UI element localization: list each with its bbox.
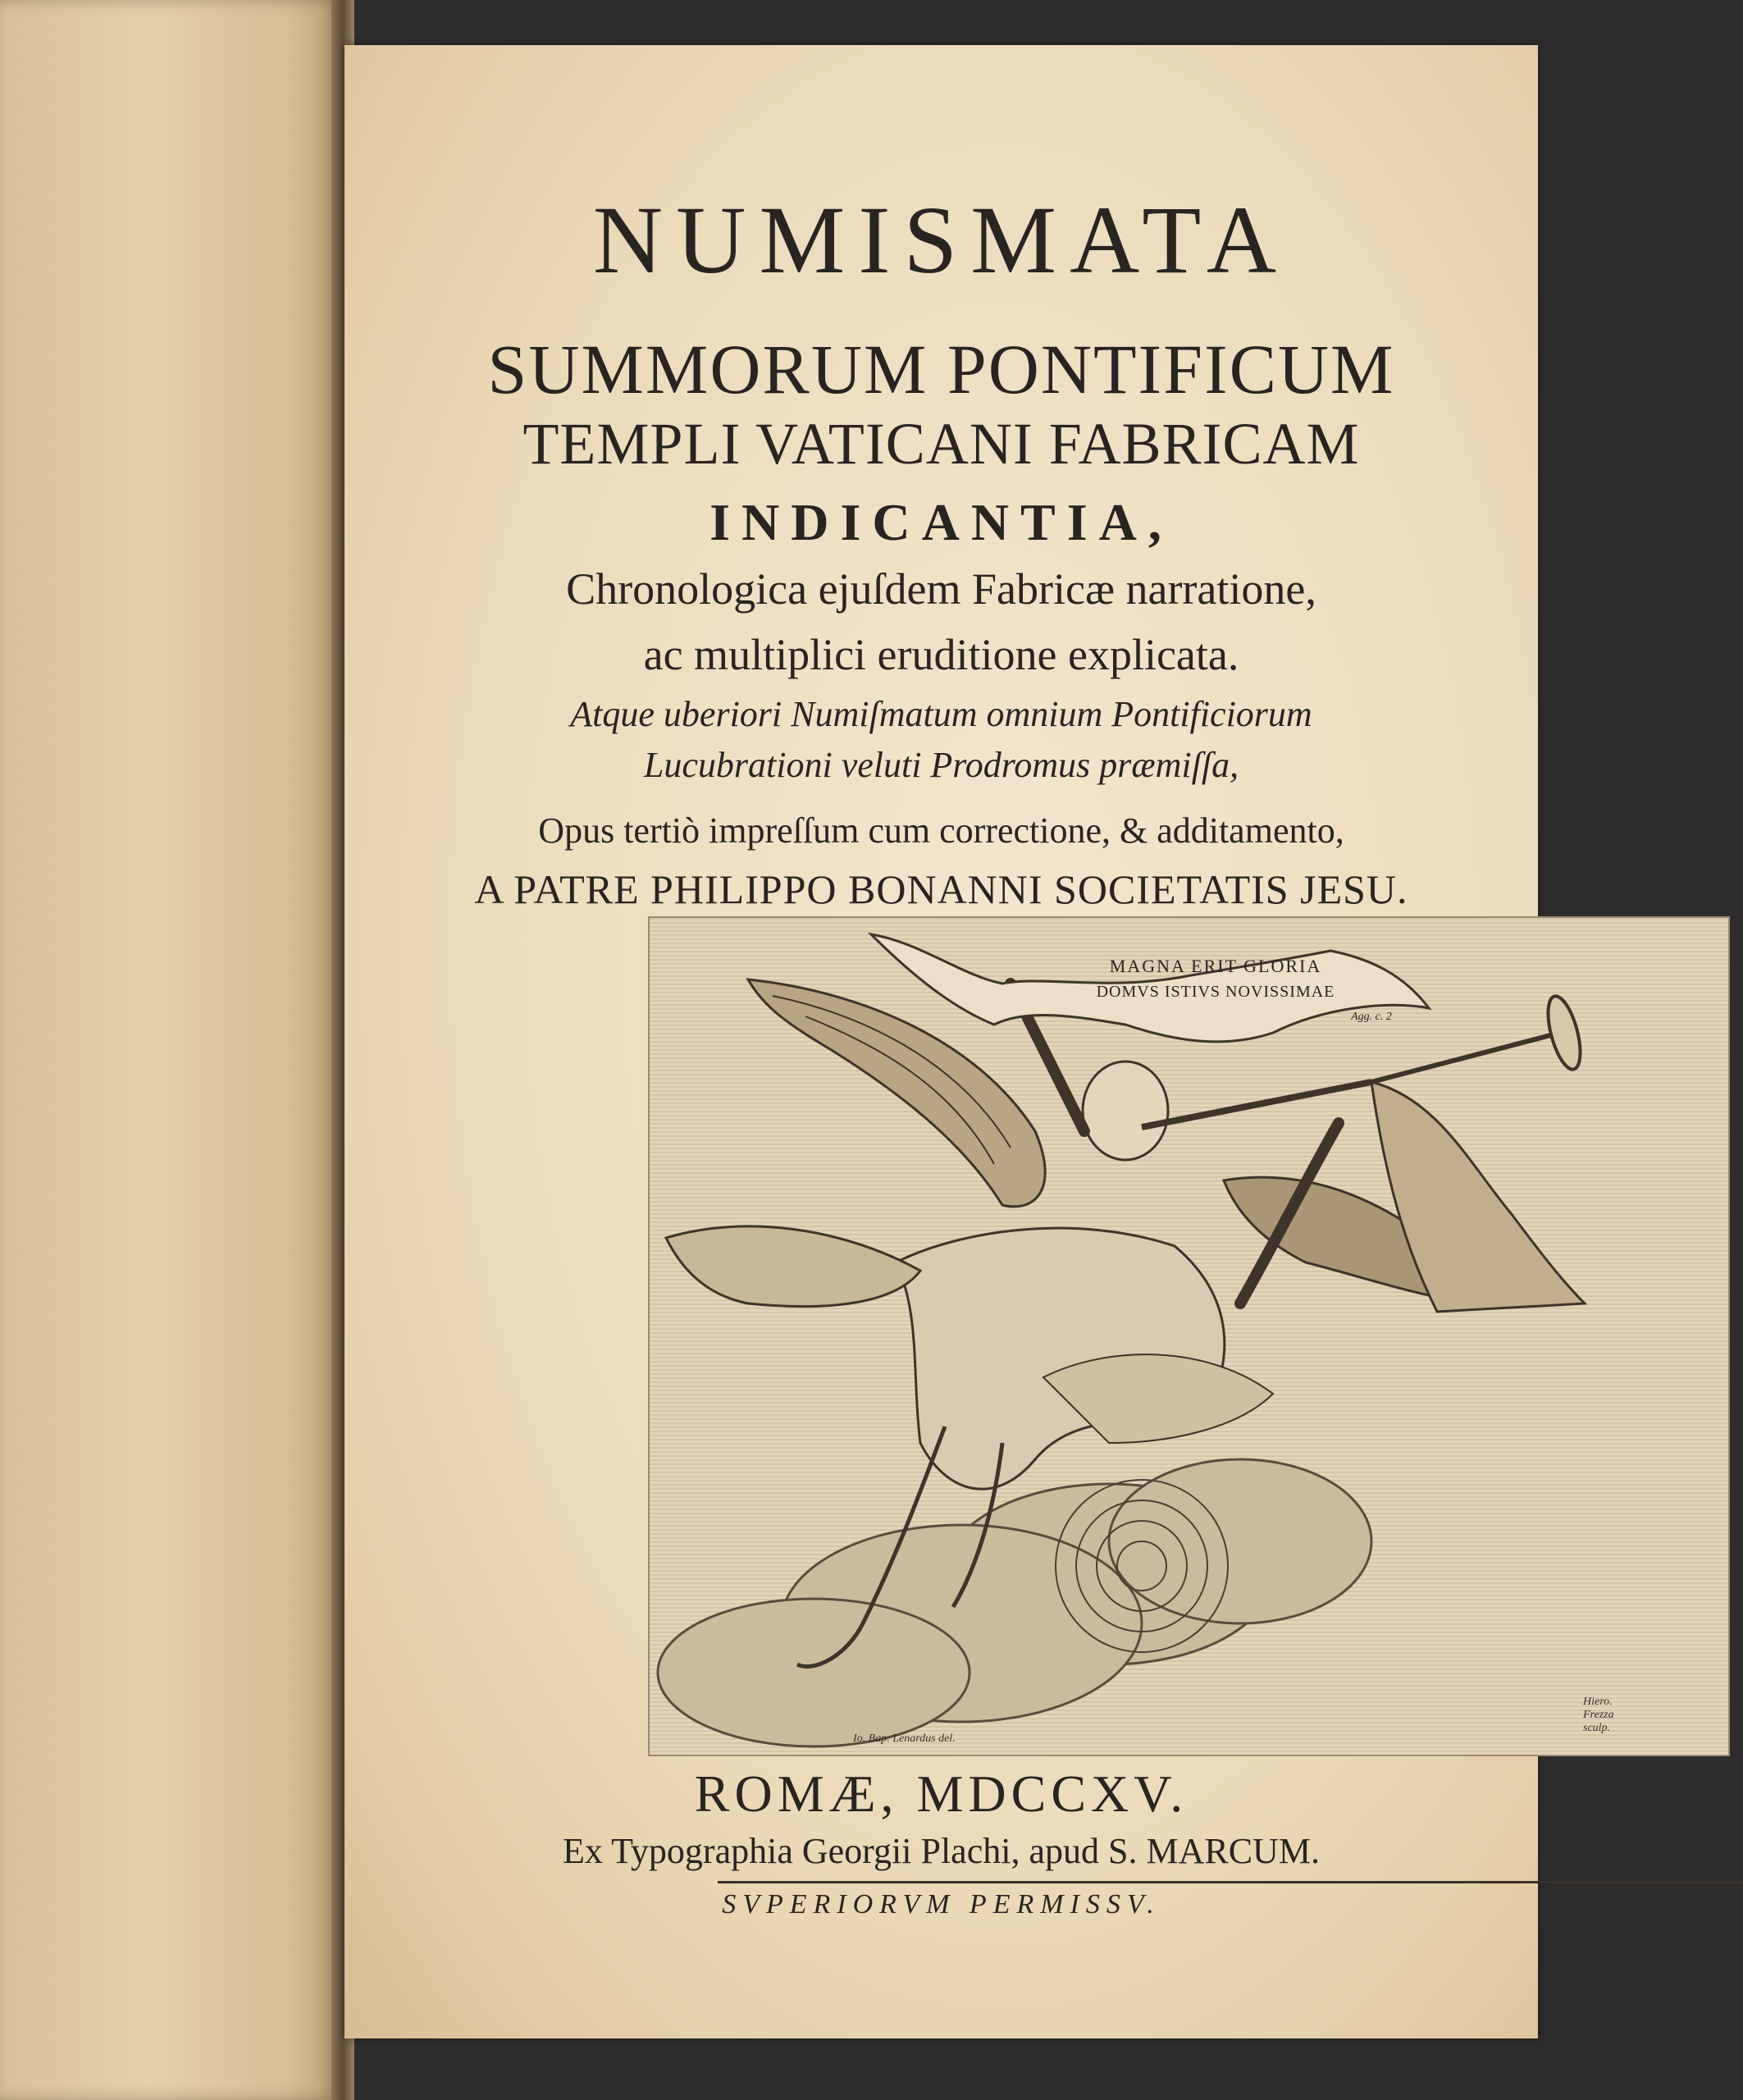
draughtsman-credit: Io. Bap. Lenardus del. [853,1732,956,1745]
title-page [344,45,1614,2038]
subtitle-eruditione: ac multiplici eruditione explicata. [643,630,1239,679]
angel-engraving [650,918,1728,1755]
engraver-credit: Hiero. Frezza sculp. [1583,1696,1614,1734]
motto-line2: DOMVS ISTIVS NOVISSIMAE [1096,983,1335,1001]
motto-line1: MAGNA ERIT GLORIA [1109,956,1322,976]
author-line: A PATRE PHILIPPO BONANNI SOCIETATIS JESU. [474,866,1408,912]
subtitle-atque-uberiori: Atque uberiori Numiſmatum omnium Pontificiorum [570,694,1312,734]
angel-head [1083,1061,1168,1160]
subtitle-lucubrationi: Lucubrationi veluti Prodromus præmiſſa, [643,745,1239,785]
left-page [0,0,336,2100]
title-templi-vaticani: TEMPLI VATICANI FABRICAM [522,411,1360,477]
flowing-drapery [666,1226,920,1307]
title-numismata: NUMISMATA [592,186,1290,294]
subtitle-opus-tertio: Opus tertiò impreſſum cum correctione, & additamento, [538,810,1344,851]
imprint-permission: SVPERIORVM PERMISSV. [722,1889,1161,1920]
imprint-printer: Ex Typographia Georgii Plachi, apud S. MARCUM. [563,1831,1320,1871]
subtitle-chronologica: Chronologica ejuſdem Fabricæ narratione, [566,564,1316,614]
engraving-plate [648,916,1730,1756]
title-summorum-pontificum: SUMMORUM PONTIFICUM [487,330,1395,409]
imprint-rule [718,1881,1743,1883]
imprint-city-year: ROMÆ, MDCCXV. [694,1764,1189,1823]
title-indicantia: INDICANTIA, [710,493,1173,551]
cloud-group [658,1459,1371,1746]
motto-reference: Agg. c. 2 [1351,1011,1392,1023]
